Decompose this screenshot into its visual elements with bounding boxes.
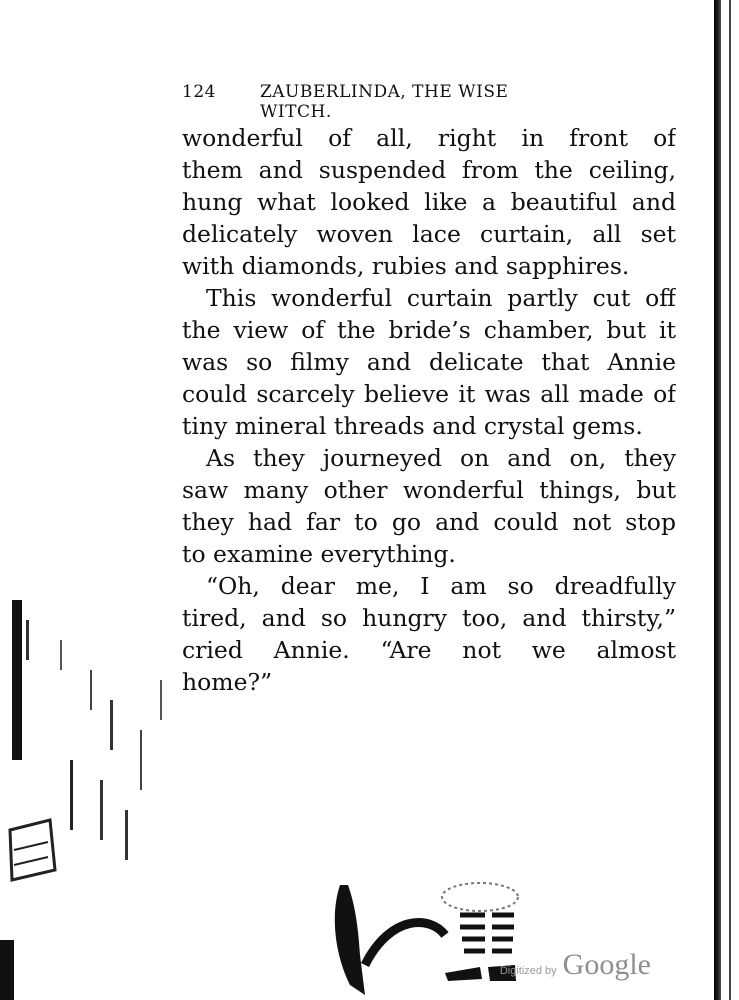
running-head <box>182 82 582 122</box>
text-line: them and suspended from the ceiling, <box>182 156 676 184</box>
text-line: tiny mineral threads and crystal gems. <box>182 412 643 440</box>
bleed-through-specks <box>0 580 180 1000</box>
text-line: cried Annie. “Are not we almost <box>182 636 676 664</box>
text-line: was so filmy and delicate that Annie <box>182 348 676 376</box>
page-edge-shadow <box>714 0 721 1000</box>
text-line: could scarcely believe it was all made of <box>182 380 676 408</box>
illustration-fragment <box>320 855 520 1000</box>
text-line: they had far to go and could not stop <box>182 508 676 536</box>
text-line: As they journeyed on and on, they <box>206 444 676 472</box>
body-text <box>182 122 676 698</box>
text-line: hung what looked like a beautiful and <box>182 188 676 216</box>
text-line: saw many other wonderful things, but <box>182 476 676 504</box>
watermark-prefix: Digitized by <box>499 965 557 977</box>
page-number: 124 <box>182 82 216 102</box>
google-logo: Google <box>562 948 651 981</box>
digitized-watermark <box>500 948 651 982</box>
text-line: with diamonds, rubies and sapphires. <box>182 252 630 280</box>
page-edge-line <box>729 0 731 1000</box>
text-line: This wonderful curtain partly cut off <box>206 284 676 312</box>
text-line: to examine everything. <box>182 540 456 568</box>
running-title: ZAUBERLINDA, THE WISE WITCH. <box>259 82 509 122</box>
text-line: wonderful of all, right in front of <box>182 124 676 152</box>
text-line: home?” <box>182 668 273 696</box>
text-line: tired, and so hungry too, and thirsty,” <box>182 604 676 632</box>
text-line: “Oh, dear me, I am so dreadfully <box>206 572 676 600</box>
text-line: the view of the bride’s chamber, but it <box>182 316 676 344</box>
text-line: delicately woven lace curtain, all set <box>182 220 676 248</box>
